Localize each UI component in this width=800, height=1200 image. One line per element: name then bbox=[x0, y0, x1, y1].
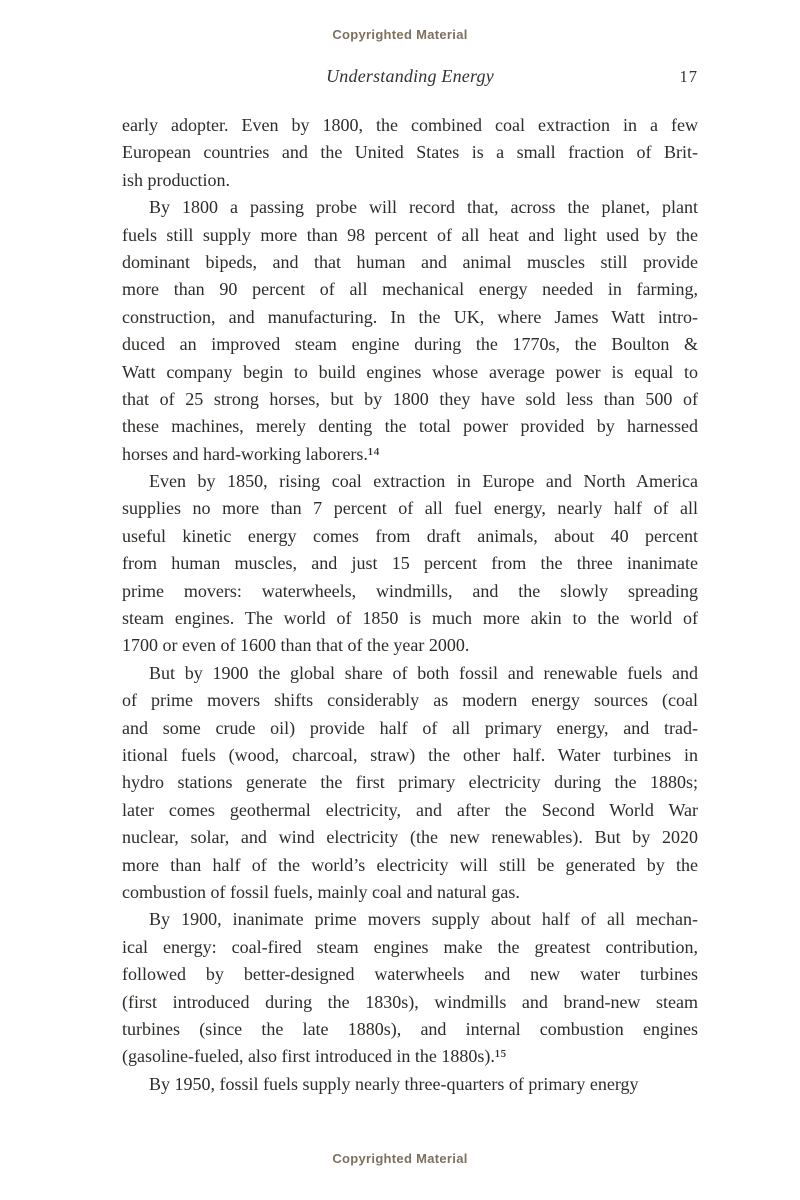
text-line-content: and some crude oil) provide half of all primary energy, and trad- bbox=[122, 717, 698, 738]
text-line-content: dominant bipeds, and that human and animal muscles still provide bbox=[122, 251, 698, 272]
text-line-content: construction, and manufacturing. In the UK, where James Watt intro- bbox=[122, 306, 698, 327]
text-line bbox=[122, 1016, 698, 1043]
text-line-content: itional fuels (wood, charcoal, straw) the other half. Water turbines in bbox=[122, 744, 698, 765]
text-line-content: of prime movers shifts considerably as modern energy sources (coal bbox=[122, 690, 698, 711]
text-line-content: steam engines. The world of 1850 is much more akin to the world of bbox=[122, 608, 698, 629]
copyright-watermark-top: Copyrighted Material bbox=[332, 27, 468, 42]
text-line-content: more than 90 percent of all mechanical energy needed in farming, bbox=[122, 279, 698, 300]
copyright-watermark-bottom: Copyrighted Material bbox=[332, 1151, 468, 1166]
text-line bbox=[122, 578, 698, 605]
text-line bbox=[122, 304, 698, 331]
text-line-content: ish production. bbox=[122, 169, 230, 190]
text-line-content: prime movers: waterwheels, windmills, and the slowly spreading bbox=[122, 580, 698, 601]
paragraph bbox=[122, 660, 698, 907]
text-line bbox=[122, 797, 698, 824]
text-line bbox=[122, 139, 698, 166]
paragraph bbox=[122, 468, 698, 660]
text-line bbox=[122, 194, 698, 221]
text-line bbox=[122, 167, 698, 194]
text-line-content: followed by better-designed waterwheels and new water turbines bbox=[122, 964, 698, 985]
paragraph bbox=[122, 194, 698, 468]
text-line bbox=[122, 989, 698, 1016]
paragraph bbox=[122, 112, 698, 194]
text-line bbox=[122, 852, 698, 879]
text-line-content: ical energy: coal-fired steam engines make the greatest contribution, bbox=[122, 936, 698, 957]
text-line bbox=[122, 879, 698, 906]
text-line-content: hydro stations generate the first primary electricity during the 1880s; bbox=[122, 772, 698, 793]
text-line bbox=[122, 961, 698, 988]
text-line bbox=[122, 468, 698, 495]
text-line bbox=[122, 276, 698, 303]
text-line bbox=[122, 769, 698, 796]
text-line-content: But by 1900 the global share of both fossil and renewable fuels and bbox=[149, 662, 698, 683]
text-line-content: useful kinetic energy comes from draft animals, about 40 percent bbox=[122, 525, 698, 546]
text-line bbox=[122, 1043, 698, 1070]
text-line-content: duced an improved steam engine during the 1770s, the Boulton & bbox=[122, 334, 698, 355]
running-head bbox=[122, 66, 698, 87]
text-line-content: Watt company begin to build engines whose average power is equal to bbox=[122, 361, 698, 382]
text-line-content: supplies no more than 7 percent of all fuel energy, nearly half of all bbox=[122, 498, 698, 519]
text-line bbox=[122, 112, 698, 139]
text-line bbox=[122, 550, 698, 577]
text-line bbox=[122, 742, 698, 769]
text-line-content: from human muscles, and just 15 percent from the three inanimate bbox=[122, 553, 698, 574]
text-line-content: By 1950, fossil fuels supply nearly three-quarters of primary energy bbox=[149, 1073, 639, 1094]
text-line bbox=[122, 249, 698, 276]
text-line bbox=[122, 222, 698, 249]
text-line bbox=[122, 495, 698, 522]
text-line-content: these machines, merely denting the total power provided by harnessed bbox=[122, 416, 698, 437]
text-line-content: 1700 or even of 1600 than that of the year 2000. bbox=[122, 635, 470, 656]
page-number: 17 bbox=[679, 67, 698, 86]
text-line-content: By 1900, inanimate prime movers supply about half of all mechan- bbox=[149, 909, 698, 930]
running-head-title: Understanding Energy bbox=[326, 66, 494, 86]
text-line-content: (gasoline-fueled, also first introduced in the 1880s).¹⁵ bbox=[122, 1046, 507, 1067]
text-line-content: nuclear, solar, and wind electricity (the new renewables). But by 2020 bbox=[122, 827, 698, 848]
text-line bbox=[122, 687, 698, 714]
text-line-content: (first introduced during the 1830s), windmills and brand-new steam bbox=[122, 991, 698, 1012]
text-line-content: European countries and the United States is a small fraction of Brit- bbox=[122, 142, 698, 163]
text-line bbox=[122, 934, 698, 961]
text-line-content: combustion of fossil fuels, mainly coal and natural gas. bbox=[122, 881, 520, 902]
text-line-content: Even by 1850, rising coal extraction in Europe and North America bbox=[149, 471, 698, 492]
paragraph bbox=[122, 906, 698, 1070]
text-line bbox=[122, 824, 698, 851]
text-line-content: horses and hard-working laborers.¹⁴ bbox=[122, 443, 380, 464]
text-line bbox=[122, 715, 698, 742]
text-line bbox=[122, 523, 698, 550]
text-line bbox=[122, 1071, 698, 1098]
text-line bbox=[122, 386, 698, 413]
text-line bbox=[122, 632, 698, 659]
body-text bbox=[122, 112, 698, 1098]
text-line bbox=[122, 605, 698, 632]
text-line-content: fuels still supply more than 98 percent of all heat and light used by the bbox=[122, 224, 698, 245]
text-line-content: more than half of the world’s electricity will still be generated by the bbox=[122, 854, 698, 875]
text-line bbox=[122, 906, 698, 933]
text-line bbox=[122, 660, 698, 687]
text-line bbox=[122, 441, 698, 468]
text-line bbox=[122, 413, 698, 440]
text-line bbox=[122, 331, 698, 358]
text-line-content: By 1800 a passing probe will record that, across the planet, plant bbox=[149, 197, 698, 218]
text-line-content: early adopter. Even by 1800, the combined coal extraction in a few bbox=[122, 115, 698, 135]
text-line bbox=[122, 359, 698, 386]
text-line-content: later comes geothermal electricity, and after the Second World War bbox=[122, 799, 698, 820]
text-line-content: that of 25 strong horses, but by 1800 they have sold less than 500 of bbox=[122, 388, 698, 409]
paragraph bbox=[122, 1071, 698, 1098]
text-line-content: turbines (since the late 1880s), and internal combustion engines bbox=[122, 1018, 698, 1039]
